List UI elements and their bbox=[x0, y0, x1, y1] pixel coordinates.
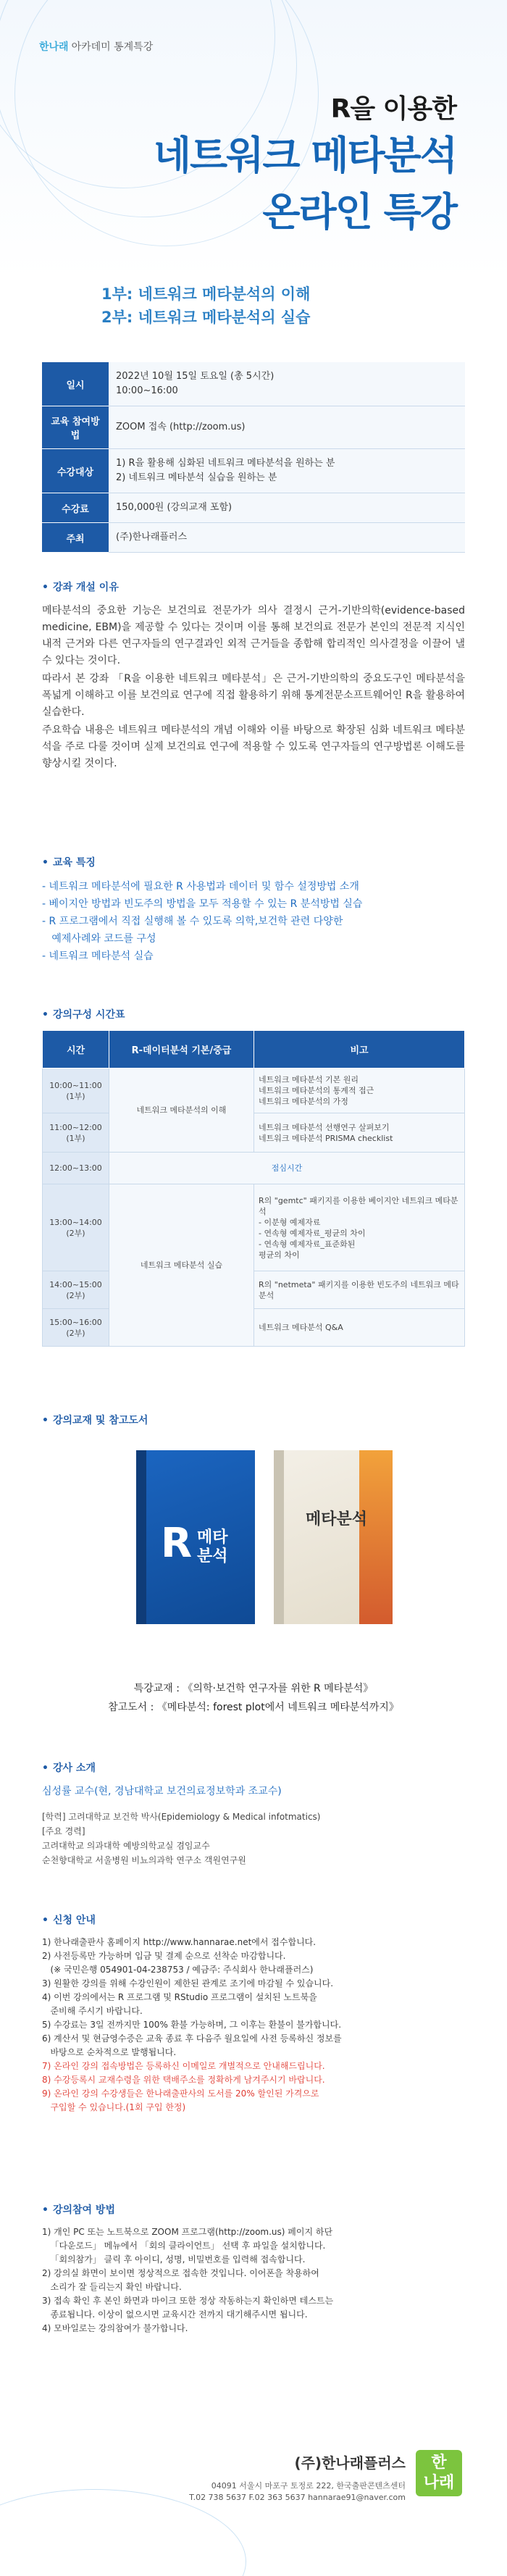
academy-label bbox=[39, 39, 153, 54]
apply-item: 8) 수강등록시 교재수령을 위한 택배주소를 정확하게 남겨주시기 바랍니다. bbox=[42, 2075, 325, 2085]
info-row bbox=[42, 406, 465, 449]
feature-item: - 베이지안 방법과 빈도주의 방법을 모두 적용할 수 있는 R 분석방법 실습 bbox=[42, 898, 363, 910]
info-key: 주최 bbox=[42, 523, 109, 553]
apply-item: 9) 온라인 강의 수강생들은 한나래출판사의 도서를 20% 할인된 가격으로 bbox=[42, 2088, 319, 2099]
info-value-line: 2022년 10월 15일 토요일 (총 5시간) bbox=[116, 371, 275, 382]
apply-title: • 신청 안내 bbox=[42, 1912, 465, 1927]
books-section bbox=[42, 1413, 465, 1717]
apply-item: 2) 사전등록만 가능하며 입금 및 결제 순으로 선착순 마감합니다. bbox=[42, 1951, 286, 1961]
schedule-title: • 강의구성 시간표 bbox=[42, 1007, 465, 1021]
feature-item: - 네트워크 메타분석에 필요한 R 사용법과 데이터 및 함수 설정방법 소개 bbox=[42, 881, 359, 892]
join-list bbox=[42, 2225, 465, 2335]
reason-paragraph: 메타분석의 중요한 기능은 보건의료 전문가가 의사 결정시 근거-기반의학(evidence-based medicine, EBM)을 제공할 수 있다는 것이며 이를 통해 보건의료 전문가 본인의 전문적 지식인 내적 근거와 다른 연구자들의 연구결과인 외적 근거들을 종합해 합리적인 의사결정을 이끌어 낼 수 있다는 것이다. bbox=[42, 605, 465, 666]
time-cell: 14:00~15:00 (2부) bbox=[43, 1271, 109, 1309]
info-value bbox=[109, 493, 465, 523]
apply-item: 1) 한나래출판사 홈페이지 http://www.hannarae.net에서 접수합니다. bbox=[42, 1937, 317, 1947]
schedule-header: 비고 bbox=[254, 1031, 465, 1069]
time-cell: 15:00~16:00 (2부) bbox=[43, 1309, 109, 1347]
join-item: 1) 개인 PC 또는 노트북으로 ZOOM 프로그램(http://zoom.us) 페이지 하단 bbox=[42, 2227, 333, 2237]
contact-line: T.02 738 5637 F.02 363 5637 hannarae91@naver.com bbox=[189, 2493, 406, 2502]
footer bbox=[0, 2434, 507, 2576]
title-line-3: 온라인 특강 bbox=[262, 189, 456, 235]
feature-item: - 네트워크 메타분석 실습 bbox=[42, 950, 154, 962]
logo-text: 한 bbox=[431, 2454, 447, 2472]
title-line-2: 네트워크 메타분석 bbox=[153, 133, 456, 178]
time-cell: 11:00~12:00 (1부) bbox=[43, 1113, 109, 1153]
instructor-details bbox=[42, 1810, 465, 1868]
part-2: 2부: 네트워크 메타분석의 실습 bbox=[101, 309, 311, 326]
join-item: 종료됩니다. 이상이 없으시면 교육시간 전까지 대기해주시면 됩니다. bbox=[42, 2309, 308, 2320]
join-title: • 강의참여 방법 bbox=[42, 2202, 465, 2217]
title-line-1: R을 이용한 bbox=[330, 94, 456, 124]
note-cell: R의 "gemtc" 패키지를 이용한 베이지안 네트워크 메타분석 - 이분형 예제자료 - 연속형 예제자료_평균의 차이 - 연속형 예제자료_표준화된 평균의 차이 bbox=[254, 1184, 465, 1271]
apply-section bbox=[42, 1912, 465, 2115]
schedule-table bbox=[42, 1030, 465, 1347]
feature-item: 예제사례와 코드를 구성 bbox=[42, 933, 156, 945]
table-row bbox=[43, 1153, 465, 1184]
schedule-header: R-데이터분석 기본/중급 bbox=[109, 1031, 254, 1069]
instructor-section bbox=[42, 1760, 465, 1868]
table-row bbox=[43, 1184, 465, 1271]
schedule-header: 시간 bbox=[43, 1031, 109, 1069]
apply-item: 6) 계산서 및 현금영수증은 교육 종료 후 다음주 월요일에 사전 등록하신 정보를 bbox=[42, 2033, 342, 2044]
logo-text: 나래 bbox=[423, 2474, 455, 2492]
reference-cover-title: 메타분석 bbox=[306, 1510, 368, 1529]
info-value-line: (주)한나래플러스 bbox=[116, 532, 188, 543]
info-value bbox=[109, 523, 465, 553]
reason-paragraph: 따라서 본 강좌 「R을 이용한 네트워크 메타분석」은 근거-기반의학의 중요도구인 메타분석을 폭넓게 이해하고 이를 보건의료 연구에 직접 활용하기 위해 통계전문소프트웨어인 R을 활용하여 실습한다. bbox=[42, 673, 465, 718]
textbook-cover-title: 메타 분석 bbox=[197, 1529, 228, 1565]
info-row bbox=[42, 362, 465, 406]
time-cell: 12:00~13:00 bbox=[43, 1153, 109, 1184]
info-value bbox=[109, 449, 465, 493]
apply-item: 3) 원활한 강의를 위해 수강인원이 제한된 관계로 조기에 마감될 수 있습니다. bbox=[42, 1978, 334, 1989]
apply-item: 4) 이번 강의에서는 R 프로그램 및 RStudio 프로그램이 설치된 노트북을 bbox=[42, 1992, 317, 2002]
apply-item: (※ 국민은행 054901-04-238753 / 예금주: 주식회사 한나래플러스) bbox=[42, 1965, 314, 1975]
instructor-career: 순천향대학교 서울병원 비뇨의과학 연구소 객원연구원 bbox=[42, 1855, 246, 1865]
apply-item: 5) 수강료는 3일 전까지만 100% 환불 가능하며, 그 이후는 환불이 불가합니다. bbox=[42, 2020, 342, 2030]
join-item: 「다운로드」 메뉴에서 「회의 클라이언트」 선택 후 파일을 설치합니다. bbox=[42, 2241, 326, 2251]
lunch-cell: 점심시간 bbox=[109, 1153, 465, 1184]
info-row bbox=[42, 523, 465, 553]
textbook-cover-letter: R bbox=[161, 1520, 193, 1567]
parts-list bbox=[101, 283, 310, 329]
books-title: • 강의교재 및 참고도서 bbox=[42, 1413, 465, 1427]
info-key: 수강료 bbox=[42, 493, 109, 523]
table-row bbox=[43, 1069, 465, 1113]
reference-book-cover bbox=[274, 1450, 382, 1624]
apply-item: 7) 온라인 강의 접속방법은 등록하신 이메일로 개별적으로 안내해드립니다. bbox=[42, 2061, 325, 2071]
info-value bbox=[109, 406, 465, 449]
info-value-line: 10:00~16:00 bbox=[116, 385, 178, 396]
info-value-line: 150,000원 (강의교재 포함) bbox=[116, 502, 232, 513]
features-title: • 교육 특징 bbox=[42, 855, 465, 869]
join-section bbox=[42, 2202, 465, 2335]
reason-text bbox=[42, 603, 465, 772]
info-key: 일시 bbox=[42, 362, 109, 406]
table-row bbox=[43, 1271, 465, 1309]
info-row bbox=[42, 449, 465, 493]
textbook-cover bbox=[136, 1450, 245, 1624]
book-references bbox=[42, 1679, 465, 1717]
session-cell: 네트워크 메타분석의 이해 bbox=[109, 1069, 254, 1153]
table-row bbox=[43, 1113, 465, 1153]
company-name: (주)한나래플러스 bbox=[294, 2454, 406, 2472]
reference-line: 참고도서 : 《메타분석: forest plot에서 네트워크 메타분석까지》 bbox=[108, 1702, 399, 1713]
note-cell: R의 "netmeta" 패키지를 이용한 빈도주의 네트워크 메타분석 bbox=[254, 1271, 465, 1309]
instructor-career-label: [주요 경력] bbox=[42, 1826, 85, 1836]
books-images bbox=[42, 1436, 465, 1653]
academy-rest: 아카데미 통계특강 bbox=[71, 41, 154, 53]
join-item: 2) 강의실 화면이 보이면 정상적으로 접속한 것입니다. 이어폰을 착용하여 bbox=[42, 2268, 319, 2278]
table-row bbox=[43, 1309, 465, 1347]
join-item: 3) 접속 확인 후 본인 화면과 마이크 또한 정상 작동하는지 확인하면 테스트는 bbox=[42, 2296, 334, 2306]
instructor-title: • 강사 소개 bbox=[42, 1760, 465, 1775]
part-1: 1부: 네트워크 메타분석의 이해 bbox=[101, 285, 311, 303]
note-cell: 네트워크 메타분석 Q&A bbox=[254, 1309, 465, 1347]
info-key: 교육 참여방법 bbox=[42, 406, 109, 449]
instructor-name: 심성률 교수(현, 경남대학교 보건의료정보학과 조교수) bbox=[42, 1786, 282, 1797]
apply-item: 구입할 수 있습니다.(1회 구입 한정) bbox=[42, 2102, 186, 2112]
info-value-line: 1) R을 활용해 심화된 네트워크 메타분석을 원하는 분 bbox=[116, 458, 335, 469]
reason-title: • 강좌 개설 이유 bbox=[42, 580, 465, 594]
info-value-line: ZOOM 접속 (http://zoom.us) bbox=[116, 422, 246, 432]
features-section bbox=[42, 855, 465, 965]
schedule-section bbox=[42, 1007, 465, 1347]
info-key: 수강대상 bbox=[42, 449, 109, 493]
reason-paragraph: 주요학습 내용은 네트워크 메타분석의 개념 이해와 이를 바탕으로 확장된 심화 네트워크 메타분석을 주로 다룰 것이며 실제 보건의료 연구에 적용할 수 있도록 연구자들의 연구방법론 이해도를 향상시킬 것이다. bbox=[42, 724, 465, 769]
features-list bbox=[42, 878, 465, 965]
info-value-line: 2) 네트워크 메타분석 실습을 원하는 분 bbox=[116, 472, 277, 483]
instructor-degree: [학력] 고려대학교 보건학 박사(Epidemiology & Medical infotmatics) bbox=[42, 1812, 321, 1822]
address-line: 04091 서울시 마포구 토정로 222, 한국출판콘텐츠센터 bbox=[211, 2481, 406, 2491]
info-row bbox=[42, 493, 465, 523]
academy-brand: 한나래 bbox=[39, 41, 69, 53]
company-address bbox=[189, 2480, 406, 2504]
feature-item: - R 프로그램에서 직접 실행해 볼 수 있도록 의학,보건학 관련 다양한 bbox=[42, 916, 343, 927]
info-table bbox=[42, 362, 465, 553]
info-value bbox=[109, 362, 465, 406]
apply-item: 바탕으로 순차적으로 발행됩니다. bbox=[42, 2047, 177, 2057]
time-cell: 10:00~11:00 (1부) bbox=[43, 1069, 109, 1113]
instructor-career: 고려대학교 의과대학 예방의학교실 겸임교수 bbox=[42, 1841, 210, 1851]
reason-section bbox=[42, 580, 465, 774]
join-item: 「회의참가」 클릭 후 아이디, 성명, 비밀번호를 입력해 접속합니다. bbox=[42, 2254, 306, 2265]
session-cell: 네트워크 메타분석 실습 bbox=[109, 1184, 254, 1347]
note-cell: 네트워크 메타분석 기본 원리 네트워크 메타분석의 통계적 접근 네트워크 메타분석의 가정 bbox=[254, 1069, 465, 1113]
join-item: 소리가 잘 들리는지 확인 바랍니다. bbox=[42, 2282, 182, 2292]
join-item: 4) 모바일로는 강의참여가 불가합니다. bbox=[42, 2323, 188, 2333]
apply-item: 준비해 주시기 바랍니다. bbox=[42, 2006, 143, 2016]
apply-list bbox=[42, 1936, 465, 2115]
hannarae-logo bbox=[416, 2450, 462, 2496]
time-cell: 13:00~14:00 (2부) bbox=[43, 1184, 109, 1271]
note-cell: 네트워크 메타분석 선행연구 살펴보기 네트워크 메타분석 PRISMA checklist bbox=[254, 1113, 465, 1153]
textbook-line: 특강교재 : 《의학·보건학 연구자를 위한 R 메타분석》 bbox=[133, 1683, 374, 1694]
